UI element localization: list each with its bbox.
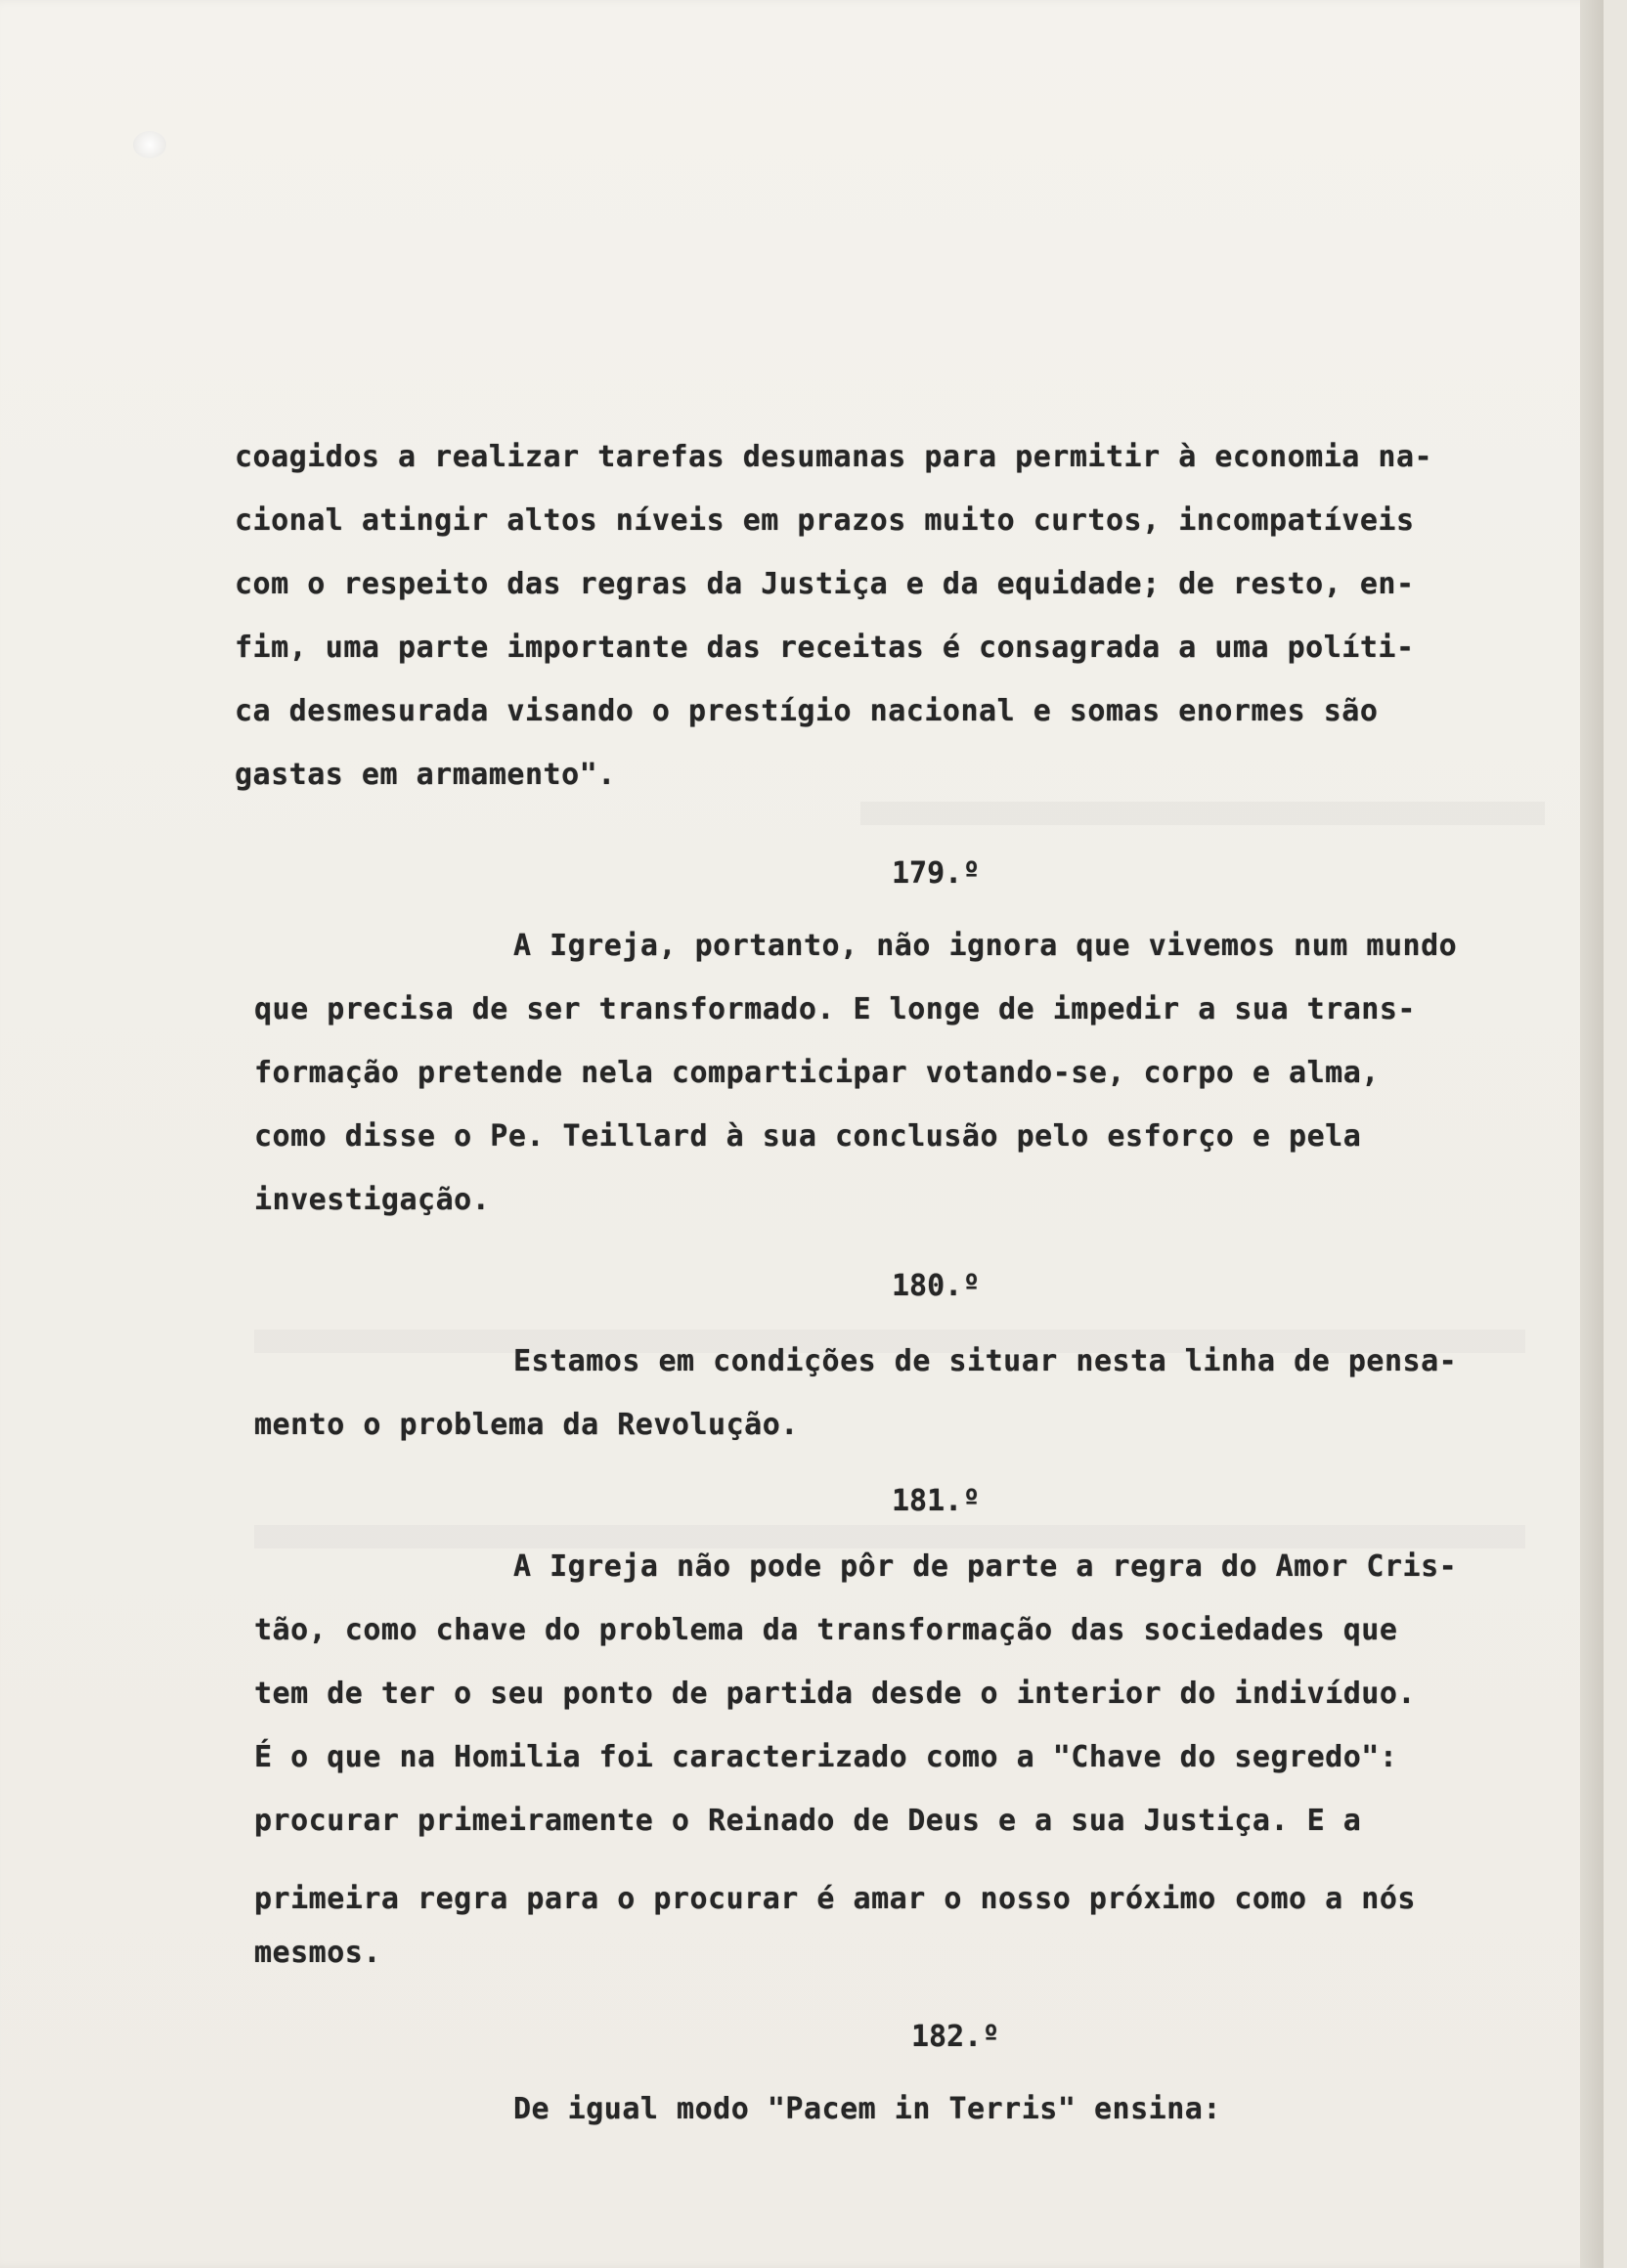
text-line: Estamos em condições de situar nesta linha de pensa- <box>513 1344 1458 1378</box>
paragraph-number: 182.º <box>911 2020 1000 2054</box>
text-line: mesmos. <box>254 1936 381 1970</box>
text-line: formação pretende nela comparticipar votando-se, corpo e alma, <box>254 1056 1380 1090</box>
page-edge-shadow <box>1580 0 1604 2268</box>
text-line: mento o problema da Revolução. <box>254 1408 799 1442</box>
text-line: primeira regra para o procurar é amar o nosso próximo como a nós <box>254 1882 1416 1916</box>
text-line: como disse o Pe. Teillard à sua conclusão pelo esforço e pela <box>254 1119 1362 1154</box>
text-line: tem de ter o seu ponto de partida desde o interior do indivíduo. <box>254 1677 1416 1711</box>
text-line: com o respeito das regras da Justiça e da equidade; de resto, en- <box>235 567 1415 601</box>
text-line: fim, uma parte importante das receitas é consagrada a uma políti- <box>235 631 1415 665</box>
text-line: A Igreja, portanto, não ignora que vivemos num mundo <box>513 929 1458 963</box>
bleed-through-shadow <box>860 802 1545 825</box>
text-line: cional atingir altos níveis em prazos muito curtos, incompatíveis <box>235 503 1415 538</box>
paragraph-number: 181.º <box>892 1484 981 1518</box>
text-line: De igual modo "Pacem in Terris" ensina: <box>513 2092 1221 2126</box>
paper-blemish <box>133 131 166 158</box>
paragraph-number: 180.º <box>892 1269 981 1303</box>
text-line: investigação. <box>254 1183 491 1217</box>
text-line: A Igreja não pode pôr de parte a regra do Amor Cris- <box>513 1549 1458 1584</box>
text-line: gastas em armamento". <box>235 758 616 792</box>
text-line: É o que na Homilia foi caracterizado como a "Chave do segredo": <box>254 1740 1398 1774</box>
text-line: coagidos a realizar tarefas desumanas para permitir à economia na- <box>235 440 1433 474</box>
text-line: que precisa de ser transformado. E longe de impedir a sua trans- <box>254 992 1416 1026</box>
paragraph-number: 179.º <box>892 856 981 891</box>
text-line: tão, como chave do problema da transformação das sociedades que <box>254 1613 1398 1647</box>
text-line: procurar primeiramente o Reinado de Deus e a sua Justiça. E a <box>254 1804 1362 1838</box>
bleed-through-shadow <box>254 1525 1525 1548</box>
text-line: ca desmesurada visando o prestígio nacional e somas enormes são <box>235 694 1379 728</box>
